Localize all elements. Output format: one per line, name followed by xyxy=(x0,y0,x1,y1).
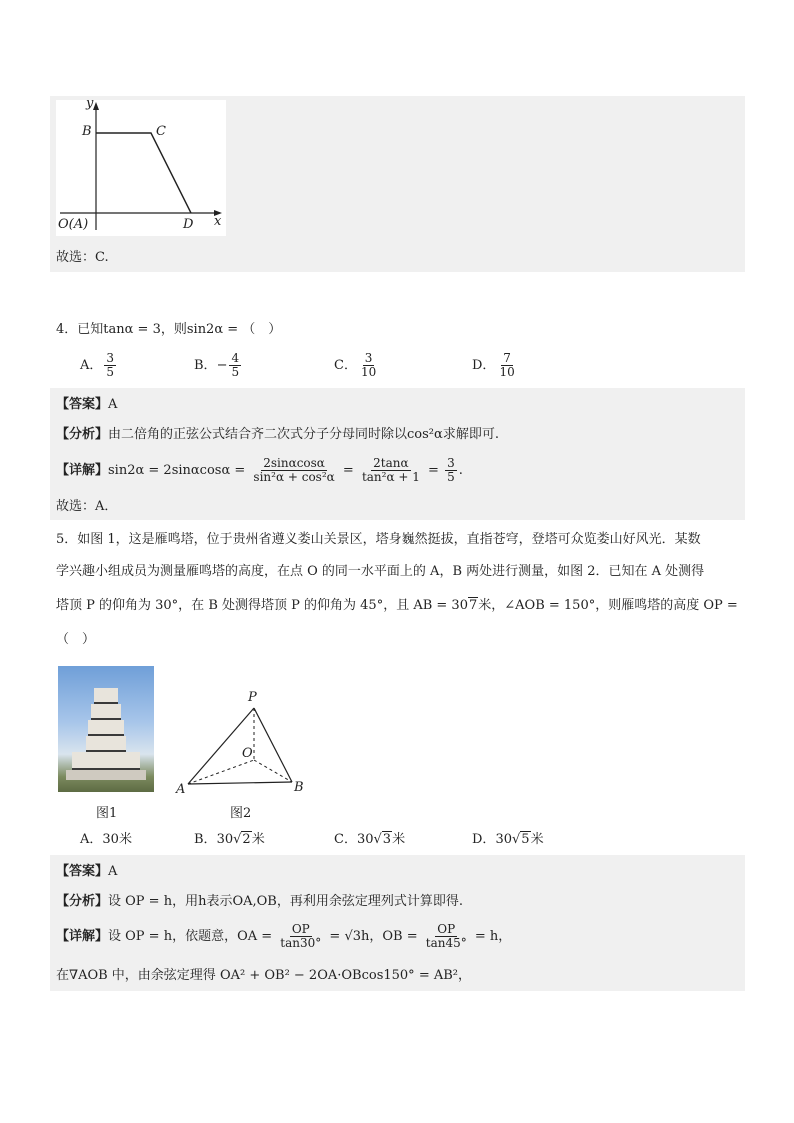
q4-analysis: 【分析】由二倍角的正弦公式结合齐二次式分子分母同时除以cos²α求解即可. xyxy=(56,427,499,442)
graph-point-c: C xyxy=(156,124,166,139)
q4-option-d: D． $\frac{7}{10}$ xyxy=(472,351,515,379)
fig2-label-a: A xyxy=(176,782,186,797)
q4-option-a: A． $\frac{3}{5}$ xyxy=(80,351,115,379)
fig2-label-b: B xyxy=(294,780,304,795)
pagoda-tier xyxy=(94,688,118,705)
fig2-caption: 图2 xyxy=(230,806,252,821)
q4-detail: 【详解】sin2α = 2sinαcosα = $\frac{2\sin\alpha\cos\alpha}{\text{sin²α + cos²α}}$ = $\frac{2\tan\alpha}{\text{tan²α + 1}}$ = $\frac{3}{5}$ . xyxy=(56,456,463,484)
edge-pb xyxy=(254,708,292,782)
graph-x-label: x xyxy=(214,214,222,229)
pagoda-tier xyxy=(72,752,140,771)
prev-choice: 故选：C. xyxy=(56,250,109,265)
q5-option-a: A．30米 xyxy=(80,832,132,847)
q5-option-d: D．30√5米 xyxy=(472,832,544,847)
q5-stem-line2: 学兴趣小组成员为测量雁鸣塔的高度，在点 O 的同一水平面上的 A，B 两处进行测量，如图 2．已知在 A 处测得 xyxy=(56,564,705,579)
graph-origin: O(A) xyxy=(58,217,89,232)
pagoda-tier xyxy=(91,704,121,721)
pagoda-photo xyxy=(58,666,154,792)
pagoda-tier xyxy=(88,720,124,737)
pagoda-tier xyxy=(86,736,126,753)
q4-option-b: B．− $\frac{4}{5}$ xyxy=(194,351,240,379)
graph-y-label: y xyxy=(86,96,94,111)
q4-choice: 故选：A． xyxy=(56,499,118,514)
fig2-diagram xyxy=(174,690,314,800)
fig2-svg xyxy=(174,690,314,800)
fig2-label-p: P xyxy=(248,690,257,705)
graph-point-b: B xyxy=(82,124,92,139)
q5-option-c: C．30√3米 xyxy=(334,832,406,847)
q5-stem-line1: 5．如图 1，这是雁鸣塔，位于贵州省遵义娄山关景区，塔身巍然挺拔，直指苍穹，登塔可众览娄山好风光．某数 xyxy=(56,532,701,547)
q5-analysis: 【分析】设 OP = h，用h表示OA,OB，再利用余弦定理列式计算即得. xyxy=(56,894,463,909)
q4-answer: 【答案】A xyxy=(56,397,118,412)
fig1-caption: 图1 xyxy=(96,806,118,821)
q5-answer: 【答案】A xyxy=(56,864,118,879)
graph-svg xyxy=(56,100,226,236)
graph-line xyxy=(96,133,191,213)
pagoda-base xyxy=(66,770,146,780)
q5-option-b: B．30√2米 xyxy=(194,832,265,847)
q5-stem-line4: （ ） xyxy=(56,632,96,647)
q5-detail: 【详解】设 OP = h，依题意，OA = $\frac{OP}{\tan 30^\circ}$ = √3h，OB = $\frac{OP}{\tan 45^\circ}$ = h， xyxy=(56,922,512,950)
q5-last-line: 在∇AOB 中，由余弦定理得 OA² + OB² − 2OA·OBcos150° = AB²， xyxy=(56,968,471,983)
graph-point-d: D xyxy=(183,217,194,232)
y-axis-arrow xyxy=(93,102,99,110)
q4-stem: 4．已知tanα = 3，则sin2α = （ ） xyxy=(56,322,282,337)
fig2-label-o: O xyxy=(242,746,253,761)
q5-stem-line3: 塔顶 P 的仰角为 30°，在 B 处测得塔顶 P 的仰角为 45°，且 AB = 307米，∠AOB = 150°，则雁鸣塔的高度 OP = xyxy=(56,598,738,613)
edge-ab xyxy=(188,782,292,784)
graph-figure xyxy=(56,96,226,236)
q4-option-c: C． $\frac{3}{10}$ xyxy=(334,351,377,379)
shade-q4-answer xyxy=(50,388,745,520)
